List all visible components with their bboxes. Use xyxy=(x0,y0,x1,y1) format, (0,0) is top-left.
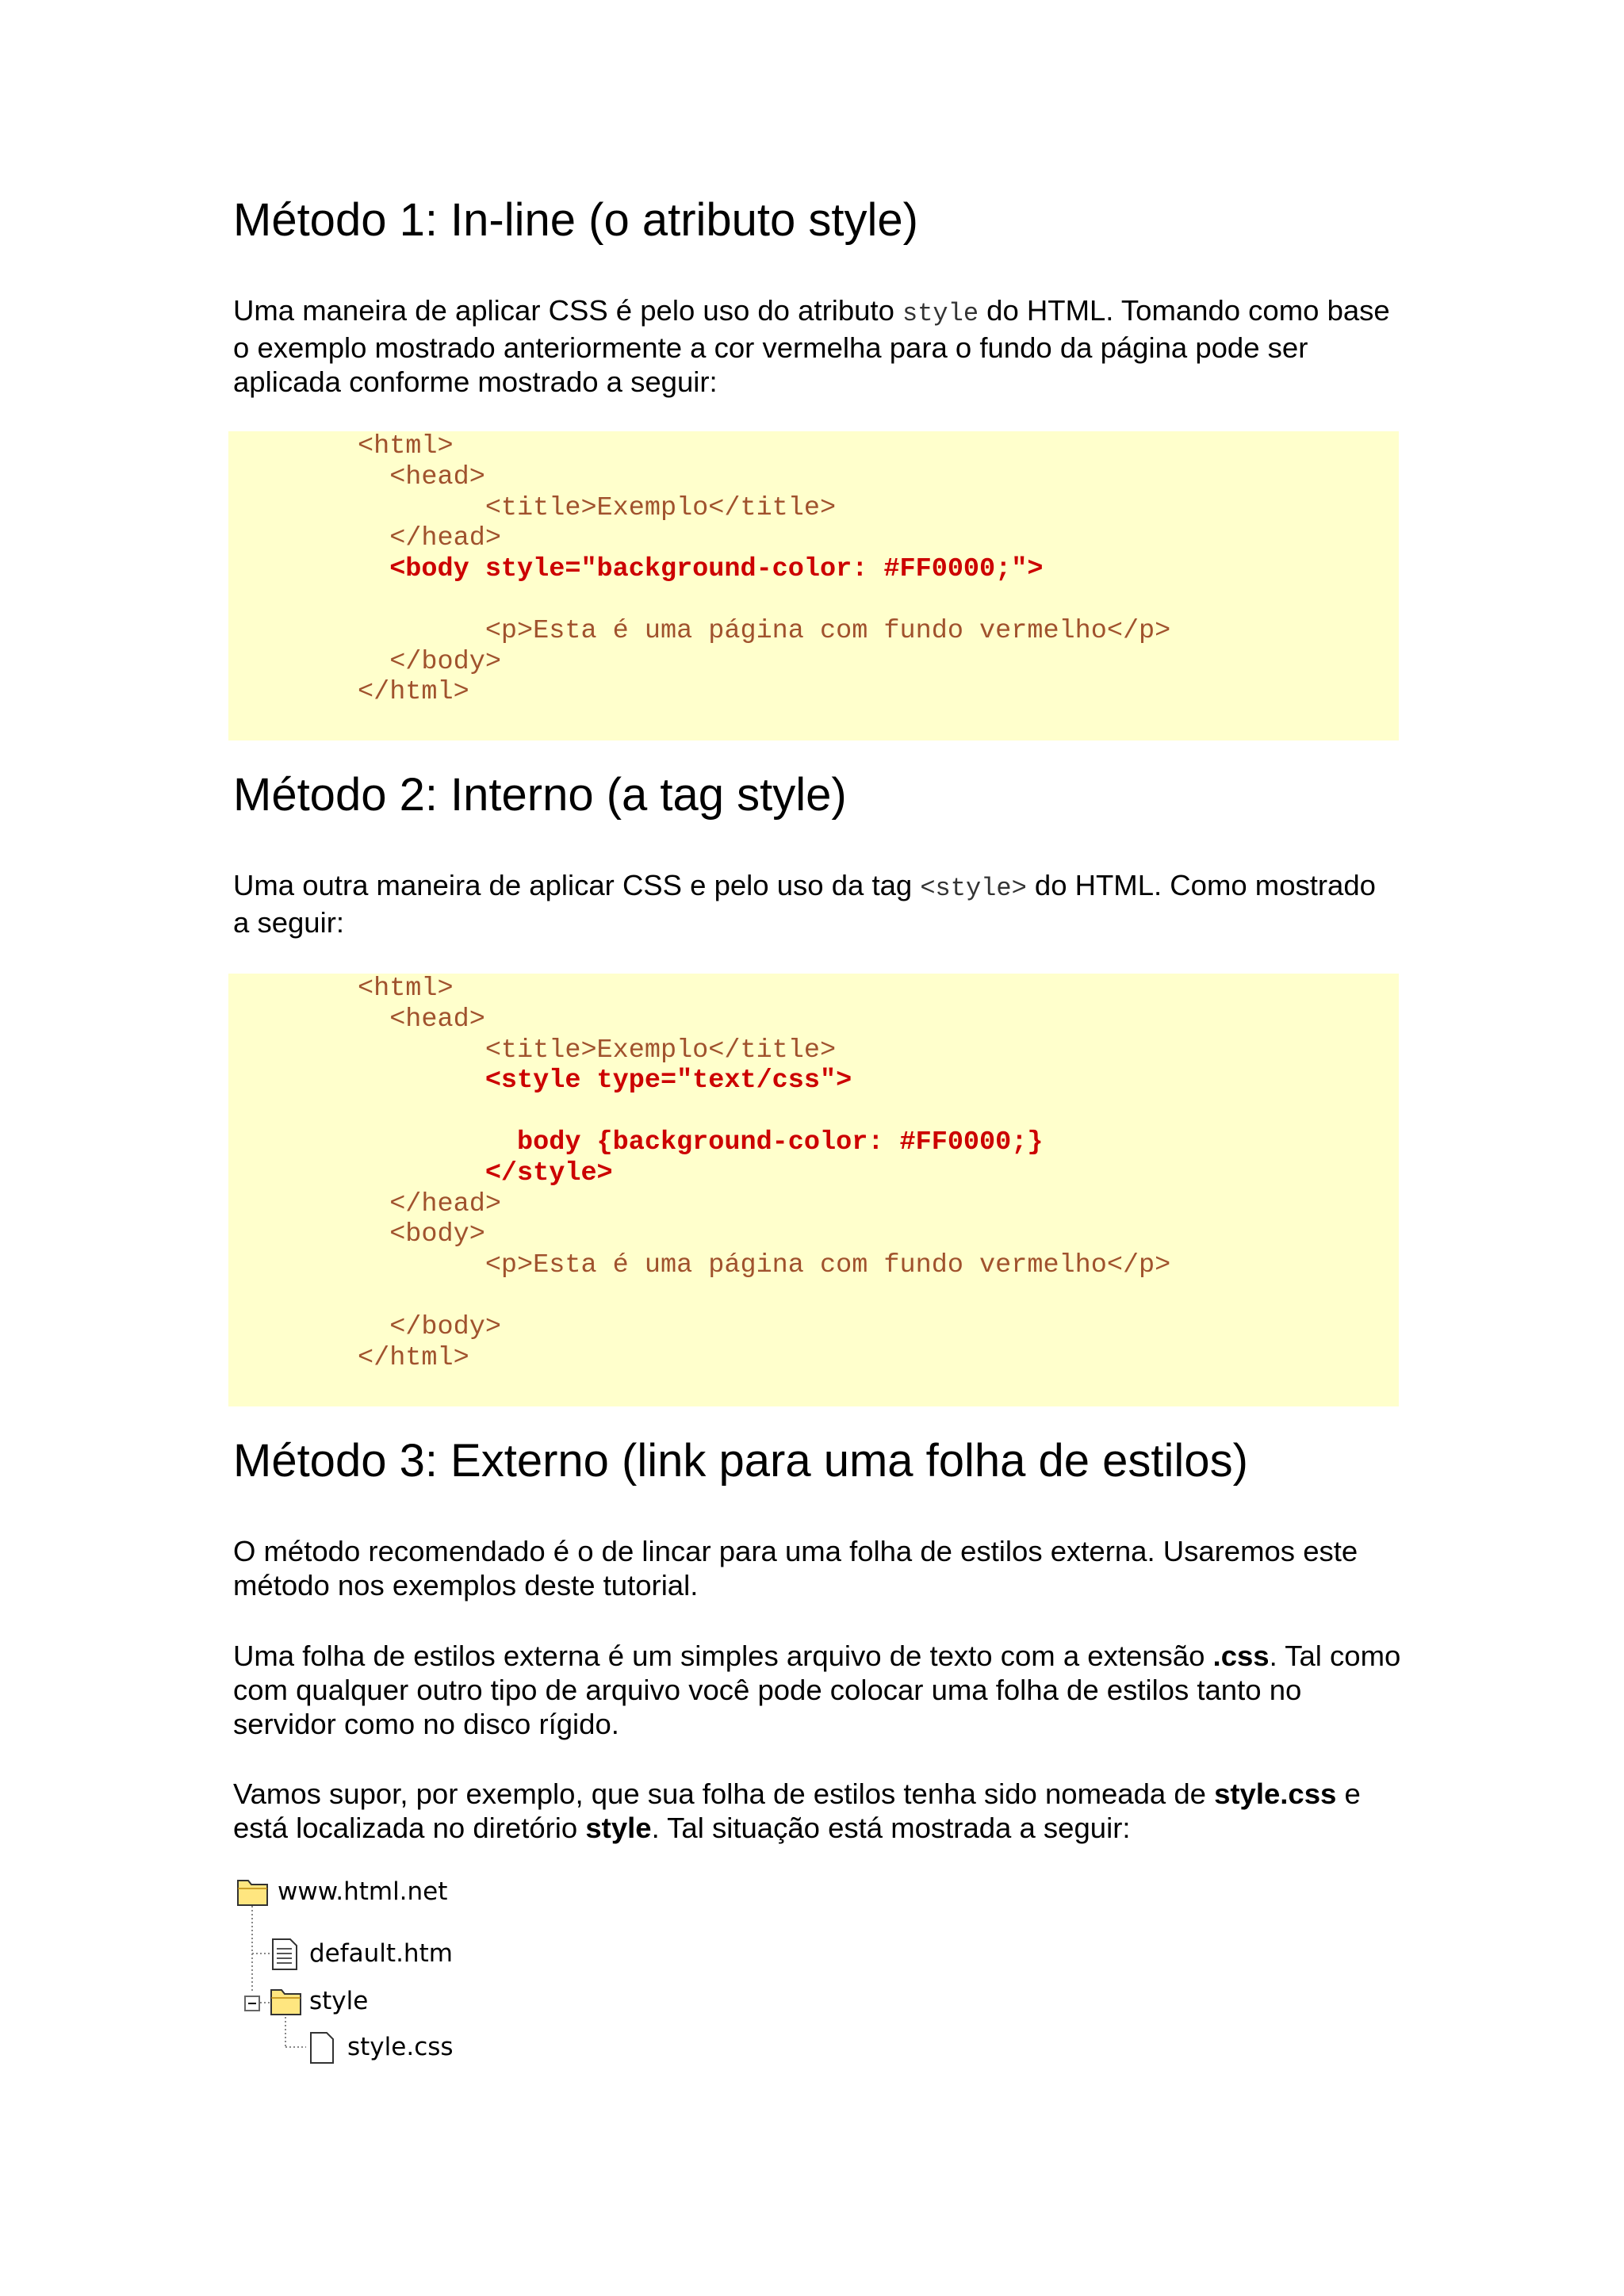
method3-paragraph-3: Vamos supor, por exemplo, que sua folha de estilos tenha sido nomeada de style.css e está localizada no diretório style. Tal situação está mostrada a seguir: xyxy=(233,1777,1361,1844)
method1-para-text-a: Uma maneira de aplicar CSS é pelo uso do atributo xyxy=(233,294,903,327)
method1-heading: Método 1: In-line (o atributo style) xyxy=(233,194,918,246)
tree-root-label: www.html.net xyxy=(278,1877,448,1906)
folder-icon xyxy=(271,1990,301,2015)
method1-para-line2: o exemplo mostrado anteriormente a cor vermelha para o fundo da página pode ser xyxy=(233,331,1308,364)
collapse-minus-icon xyxy=(245,1996,259,2011)
tree-file-default-label: default.htm xyxy=(309,1939,453,1968)
file-tree xyxy=(233,1871,550,2077)
css-file-icon xyxy=(311,2033,333,2063)
inline-code-style-tag: <style> xyxy=(920,874,1027,903)
bold-style-dir: style xyxy=(585,1812,652,1844)
highlighted-code-line: <body style="background-color: #FF0000;"> xyxy=(358,554,1044,585)
method1-paragraph xyxy=(233,293,1399,399)
method2-para-line2: a seguir: xyxy=(233,906,344,939)
method3-heading: Método 3: Externo (link para uma folha de estilos) xyxy=(233,1435,1248,1487)
tree-file-stylecss-label: style.css xyxy=(347,2033,454,2061)
method2-para-text-b: do HTML. Como mostrado xyxy=(1026,869,1376,901)
code-block-inline xyxy=(228,431,1399,740)
code-block-internal xyxy=(228,974,1399,1406)
method2-paragraph xyxy=(233,868,1399,939)
method3-paragraph-1: O método recomendado é o de lincar para uma folha de estilos externa. Usaremos este método nos exemplos deste tutorial. xyxy=(233,1535,1358,1601)
method1-para-text-b: do HTML. Tomando como base xyxy=(979,294,1390,327)
inline-code-style-attr: style xyxy=(902,299,979,328)
html-file-icon xyxy=(273,1939,297,1969)
code-block-inline-text: <html> <head> <title>Exemplo</title> </head> <body style="background-color: #FF0000;"> <p>Esta é uma página com fundo vermelho</p> </body> </html> xyxy=(358,431,1171,708)
bold-style-css: style.css xyxy=(1214,1777,1337,1810)
highlighted-code-line: <style type="text/css"> xyxy=(358,1066,852,1096)
highlighted-code-line: body {background-color: #FF0000;} xyxy=(358,1127,1044,1158)
method2-para-text-a: Uma outra maneira de aplicar CSS e pelo uso da tag xyxy=(233,869,921,901)
method1-para-line3: aplicada conforme mostrado a seguir: xyxy=(233,365,718,398)
folder-icon xyxy=(238,1881,267,1905)
code-block-internal-text: <html> <head> <title>Exemplo</title> <style type="text/css"> body {background-color: #FF0000;} </style> </head> <body> <p>Esta é uma página com fundo vermelho</p> </body> </html> xyxy=(358,974,1171,1373)
highlighted-code-line: </style> xyxy=(358,1158,613,1188)
bold-css-extension: .css xyxy=(1212,1640,1270,1672)
method2-heading: Método 2: Interno (a tag style) xyxy=(233,769,847,821)
tree-folder-style-label: style xyxy=(309,1987,369,2015)
method3-paragraph-2: Uma folha de estilos externa é um simples arquivo de texto com a extensão .css. Tal como com qualquer outro tipo de arquivo você pode colocar uma folha de estilos tanto no servidor como no disco rígido. xyxy=(233,1640,1401,1740)
